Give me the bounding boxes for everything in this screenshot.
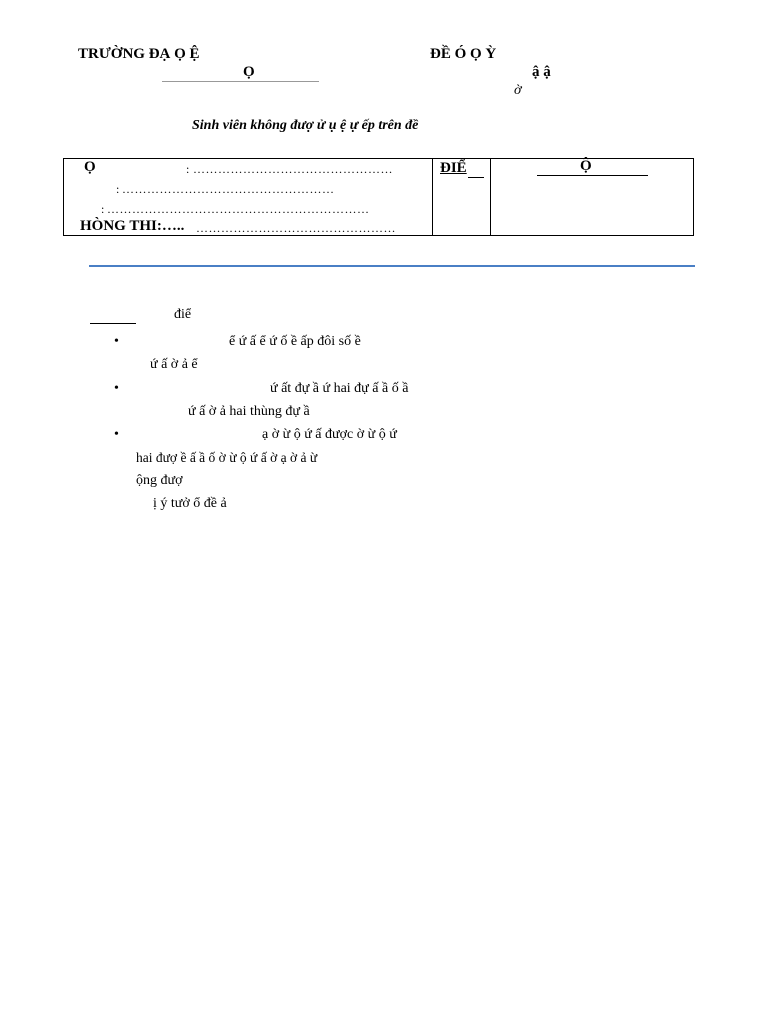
class-field[interactable]: ……………………………………………………… (107, 202, 370, 216)
exam-room-label: HÒNG THI:….. (80, 218, 185, 234)
bullet-2-line1: ứ ất đự ầ ứ hai đự ấ ầ ố ầ (270, 381, 409, 396)
bullet-2-marker: • (114, 381, 119, 396)
bullet-1-line2: ứ ấ ờ ả ể (150, 357, 198, 372)
section-divider (89, 265, 695, 267)
student-id-colon: : (116, 182, 120, 196)
student-id-field[interactable]: …………………………………………… (122, 182, 335, 196)
bullet-3-line3: ộng đượ (136, 473, 183, 488)
student-name-label: Ọ (84, 159, 96, 175)
score-label: ĐIỂ (440, 160, 467, 176)
bullet-3-line2: hai đượ ề ấ ầ ố ờ ừ ộ ứ ấ ờ ạ ờ ả ừ (136, 450, 318, 465)
bullet-1-line1: ể ứ ấ ể ứ ố ề ấp đôi số ề (229, 334, 361, 349)
bullet-3-line1: ạ ờ ừ ộ ứ ấ được ờ ừ ộ ứ (262, 427, 397, 442)
bullet-1-marker: • (114, 334, 119, 349)
exam-room-field[interactable]: ………………………………………… (196, 221, 396, 235)
header-underline (162, 81, 319, 82)
score-underline-ext (468, 177, 484, 178)
bullet-3-marker: • (114, 427, 119, 442)
exam-title: ĐỀ Ó Ọ Ỳ (430, 46, 497, 62)
student-name-colon: : (186, 162, 190, 176)
school-name-line2: Ọ (243, 64, 255, 80)
signature-underline (537, 175, 648, 176)
form-divider-1 (432, 158, 433, 236)
question-closing: ị ý tưở ổ đề ả (153, 496, 227, 511)
question-number-blank (90, 323, 136, 324)
exam-subtitle: ậ ậ (532, 64, 551, 80)
instruction-text: Sinh viên không đượ ử ụ ệ ự ếp trên đề (192, 118, 419, 133)
student-name-field[interactable]: ………………………………………… (193, 162, 393, 176)
class-colon: : (101, 202, 105, 216)
question-points: điể (174, 307, 192, 322)
school-name-line1: TRƯỜNG ĐẠ Ọ Ệ (78, 46, 200, 62)
signature-label: Ộ (580, 158, 592, 174)
form-divider-2 (490, 158, 491, 236)
bullet-2-line2: ứ ấ ờ ả hai thùng đự ầ (188, 404, 310, 419)
exam-time: ờ (514, 83, 522, 98)
